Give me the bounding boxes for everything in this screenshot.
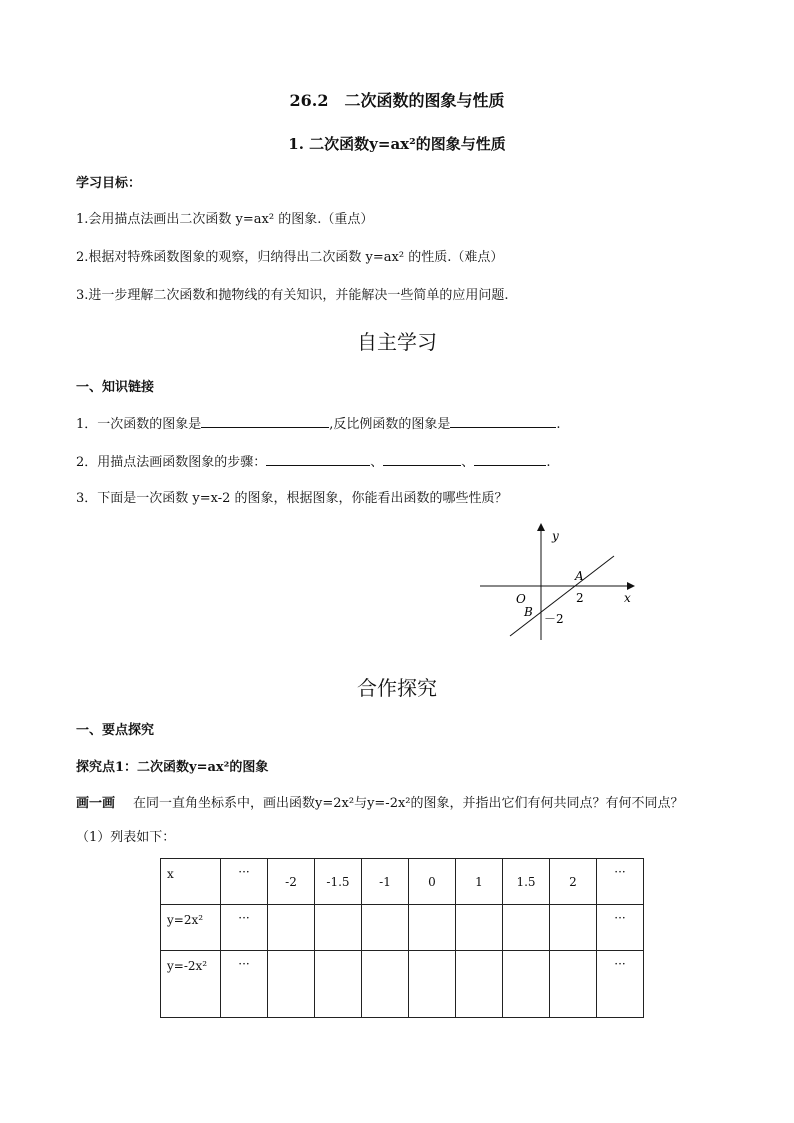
linear-function-graph [470, 518, 650, 648]
draw-text: 在同一直角坐标系中，画出函数y=2x²与y=-2x²的图象，并指出它们有何共同点？有何不同点？ [133, 796, 684, 811]
table-input-cell[interactable] [268, 905, 315, 951]
table-cell: 1.5 [503, 859, 550, 905]
table-input-cell[interactable] [362, 905, 409, 951]
x-tick-2: 2 [576, 591, 584, 605]
x-axis-label: x [624, 591, 631, 605]
point-b-label: B [524, 605, 533, 619]
goal-item-3: 3.进一步理解二次函数和抛物线的有关知识，并能解决一些简单的应用问题. [76, 288, 509, 303]
list-label: （1）列表如下： [76, 830, 176, 845]
question-1 [76, 413, 561, 432]
page-title: 26.2 二次函数的图象与性质 [289, 91, 505, 110]
table-input-cell[interactable] [503, 951, 550, 1018]
goal-item-2: 2.根据对特殊函数图象的观察，归纳得出二次函数 y=ax² 的性质.（难点） [76, 250, 504, 265]
question-2-part-a: 2．用描点法画函数图象的步骤： [76, 455, 267, 470]
answer-blank-2[interactable] [450, 415, 556, 428]
table-input-cell[interactable] [550, 951, 597, 1018]
table-cell: ··· [597, 905, 644, 951]
draw-label: 画一画 [76, 796, 116, 811]
table-row [161, 859, 644, 905]
origin-label: O [516, 592, 526, 606]
table-input-cell[interactable] [362, 951, 409, 1018]
knowledge-link-heading: 一、知识链接 [76, 380, 155, 395]
table-row [161, 905, 644, 951]
goal-item-1: 1.会用描点法画出二次函数 y=ax² 的图象.（重点） [76, 212, 374, 227]
table-cell: ··· [221, 951, 268, 1018]
point-a-label: A [575, 569, 584, 583]
separator: 、 [370, 455, 384, 470]
table-cell: -1.5 [315, 859, 362, 905]
table-cell: 0 [409, 859, 456, 905]
question-1-part-a: 1．一次函数的图象是 [76, 417, 202, 432]
y-tick-neg-2: －2 [544, 612, 564, 626]
answer-blank-3[interactable] [266, 453, 370, 466]
section-cooperative-inquiry: 合作探究 [357, 676, 437, 700]
question-1-end: . [556, 417, 561, 432]
separator: 、 [461, 455, 475, 470]
question-3: 3．下面是一次函数 y=x-2 的图象，根据图象，你能看出函数的哪些性质？ [76, 491, 508, 506]
table-cell: -2 [268, 859, 315, 905]
lesson-subtitle: 1. 二次函数y=ax²的图象与性质 [288, 135, 506, 153]
table-cell: ··· [597, 859, 644, 905]
table-input-cell[interactable] [315, 951, 362, 1018]
section-self-study: 自主学习 [357, 330, 437, 354]
table-row [161, 951, 644, 1018]
table-input-cell[interactable] [409, 905, 456, 951]
draw-instruction [76, 792, 684, 811]
table-input-cell[interactable] [550, 905, 597, 951]
table-input-cell[interactable] [456, 905, 503, 951]
answer-blank-5[interactable] [474, 453, 546, 466]
table-input-cell[interactable] [456, 951, 503, 1018]
table-cell: ··· [221, 859, 268, 905]
question-2 [76, 451, 550, 470]
table-cell: y=2x² [161, 905, 221, 951]
table-input-cell[interactable] [315, 905, 362, 951]
table-cell: y=-2x² [161, 951, 221, 1018]
answer-blank-4[interactable] [383, 453, 461, 466]
table-input-cell[interactable] [503, 905, 550, 951]
y-axis-label: y [552, 529, 559, 543]
table-cell: -1 [362, 859, 409, 905]
table-cell: 2 [550, 859, 597, 905]
answer-blank-1[interactable] [201, 415, 329, 428]
table-input-cell[interactable] [409, 951, 456, 1018]
inquiry-point-1-title: 探究点1：二次函数y=ax²的图象 [76, 760, 269, 775]
question-2-end: . [546, 455, 551, 470]
value-table [160, 858, 644, 1018]
table-cell: ··· [221, 905, 268, 951]
table-input-cell[interactable] [268, 951, 315, 1018]
question-1-part-b: ,反比例函数的图象是 [329, 417, 451, 432]
table-cell: ··· [597, 951, 644, 1018]
goals-heading: 学习目标： [76, 176, 142, 191]
table-cell: 1 [456, 859, 503, 905]
table-cell: x [161, 859, 221, 905]
key-points-heading: 一、要点探究 [76, 723, 155, 738]
